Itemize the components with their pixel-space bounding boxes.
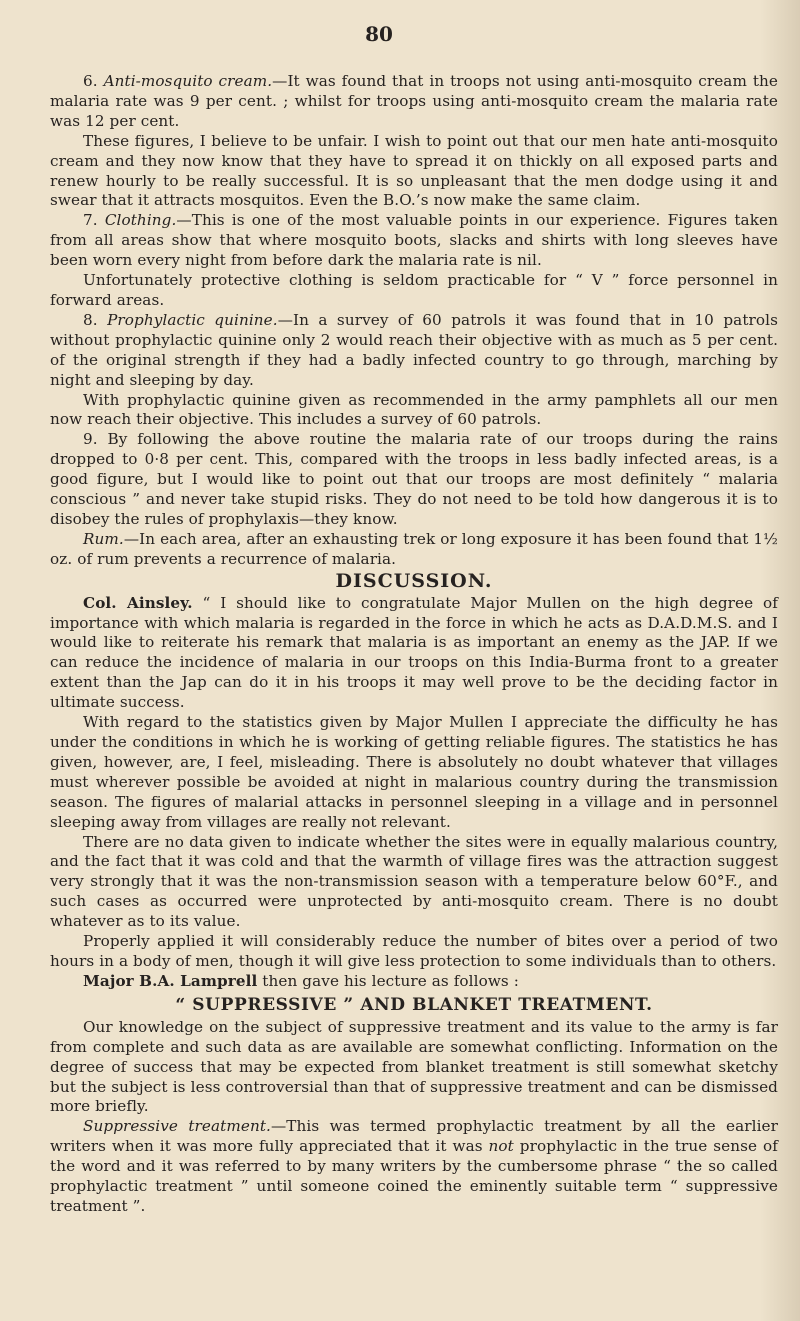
lecture-heading: “ SUPPRESSIVE ” AND BLANKET TREATMENT. [175, 994, 653, 1015]
section-title-suppressive-treatment: Suppressive treatment. [83, 1117, 271, 1136]
paragraph-suppressive-treatment [50, 1117, 778, 1217]
paragraph-clothing [50, 211, 778, 271]
paragraph-text: With prophylactic quinine given as recommended in the army pamphlets all our men now reach their objective. This includes a survey of 60 patrols. [50, 390, 778, 429]
speaker-name: Col. Ainsley. [83, 593, 193, 612]
paragraph-anti-mosquito-cream [50, 72, 778, 132]
section-title-prophylactic-quinine: Prophylactic quinine. [107, 310, 278, 329]
paragraph-prophylactic-quinine [50, 311, 778, 391]
item-number: 7. [83, 211, 105, 230]
paragraph-quinine-results [50, 391, 778, 431]
paragraph-text: There are no data given to indicate whether the sites were in equally malarious country, and the fact that it was cold and that the warmth of village fires was the attraction suggest very strongly that it was the non-transmission season with a temperature below 60°F., and such cases as occurred were unprotected by anti-mosquito cream. There is no doubt whatever as to its value. [50, 832, 778, 931]
paragraph-lecture-intro [50, 1018, 778, 1118]
paragraph-rum [50, 530, 778, 570]
section-title-anti-mosquito-cream: Anti-mosquito cream. [103, 72, 273, 90]
paragraph-statistics [50, 713, 778, 832]
paragraph-protective-clothing [50, 271, 778, 311]
paragraph-text: —This was termed prophylactic treatment by all the earlier writers when it was more fully appreciated that it was [50, 1117, 778, 1156]
paragraph-cream-figures [50, 132, 778, 212]
paragraph-no-data [50, 833, 778, 933]
paragraph-text: Our knowledge on the subject of suppressive treatment and its value to the army is far from complete and such data as are available are somewhat conflicting. Information on the degree of success that may be expected from blanket treatment is still somewhat sketchy but the subject is less controversial than that of suppressive treatment and can be dismissed more briefly. [50, 1017, 778, 1116]
paragraph-text: —In each area, after an exhausting trek or long exposure it has been found that 1½ oz. of rum prevents a recurrence of malaria. [50, 529, 778, 568]
paragraph-text: With regard to the statistics given by Major Mullen I appreciate the difficulty he has under the conditions in which he is working of getting reliable figures. The statistics he has given, however, are, I feel, misleading. There is absolutely no doubt whatever that villages must wherever possible be avoided at night in malarious country during the transmission season. The figures of malarial attacks in personnel sleeping in a village and in personnel sleeping away from villages are really not relevant. [50, 713, 778, 831]
paragraph-text: prophylactic in the true sense of the word and it was referred to by many writers by the cumbersome phrase “ the so called prophylactic treatment ” until someone coined the eminently suitable term “ suppressive treatment ”. [50, 1137, 778, 1215]
paragraph-text: Unfortunately protective clothing is seldom practicable for “ V ” force personnel in forward areas. [50, 271, 778, 309]
paragraph-ainsley [50, 594, 778, 713]
paragraph-text: 9. By following the above routine the malaria rate of our troops during the rains dropped to 0·8 per cent. This, compared with the troops in less badly infected areas, is a good figure, but I would like to point out that our troops are most definitely “ malaria conscious ” and never take stupid risks. They do not need to be told how dangerous it is to disobey the rules of prophylaxis—they know. [50, 430, 778, 528]
section-title-rum: Rum. [83, 529, 124, 548]
paragraph-text: Properly applied it will considerably reduce the number of bites over a period of two hours in a body of men, though it will give less protection to some individuals than to others. [50, 932, 778, 970]
paragraph-text: —This is one of the most valuable points in our experience. Figures taken from all areas show that where mosquito boots, slacks and shirts with long sleeves have been worn every night from before dark the malaria rate is nil. [50, 211, 778, 270]
paragraph-text: “ I should like to congratulate Major Mullen on the high degree of importance with which malaria is regarded in the force in which he acts as D.A.D.M.S. and I would like to reiterate his remark that malaria is as important an enemy as the JAP. If we can reduce the incidence of malaria in our troops on this India-Burma front to a greater extent than the Jap can do it in his troops it may well prove to be the deciding factor in ultimate success. [50, 593, 778, 712]
paragraph-text: These figures, I believe to be unfair. I wish to point out that our men hate anti-mosquito cream and they now know that they have to spread it on thickly on all exposed parts and renew hourly to be really successful. It is so unpleasant that the men dodge using it and swear that it attracts mosquitos. Even the B.O.’s now make the same claim. [50, 131, 778, 210]
item-number: 6. [83, 72, 104, 90]
paragraph-routine-results [50, 430, 778, 530]
item-number: 8. [83, 310, 108, 329]
paragraph-lamprell-intro [50, 972, 778, 992]
section-title-clothing: Clothing. [104, 211, 177, 230]
paragraph-text: —It was found that in troops not using anti-mosquito cream the malaria rate was 9 per cent. ; whilst for troops using anti-mosquito cream the malaria rate was 12 per cent. [50, 72, 778, 130]
paragraph-text: —In a survey of 60 patrols it was found that in 10 patrols without prophylactic quinine only 2 would reach their objective with as much as 5 per cent. of the original strength if they had a badly infected country to go through, marching by night and sleeping by day. [50, 310, 778, 389]
paragraph-text: then gave his lecture as follows : [257, 971, 519, 990]
emphasis-not: not [488, 1137, 514, 1156]
speaker-name: Major B.A. Lamprell [83, 971, 258, 990]
page-number: 80 [365, 22, 393, 46]
paragraph-properly-applied [50, 932, 778, 972]
discussion-heading: DISCUSSION. [335, 569, 493, 592]
